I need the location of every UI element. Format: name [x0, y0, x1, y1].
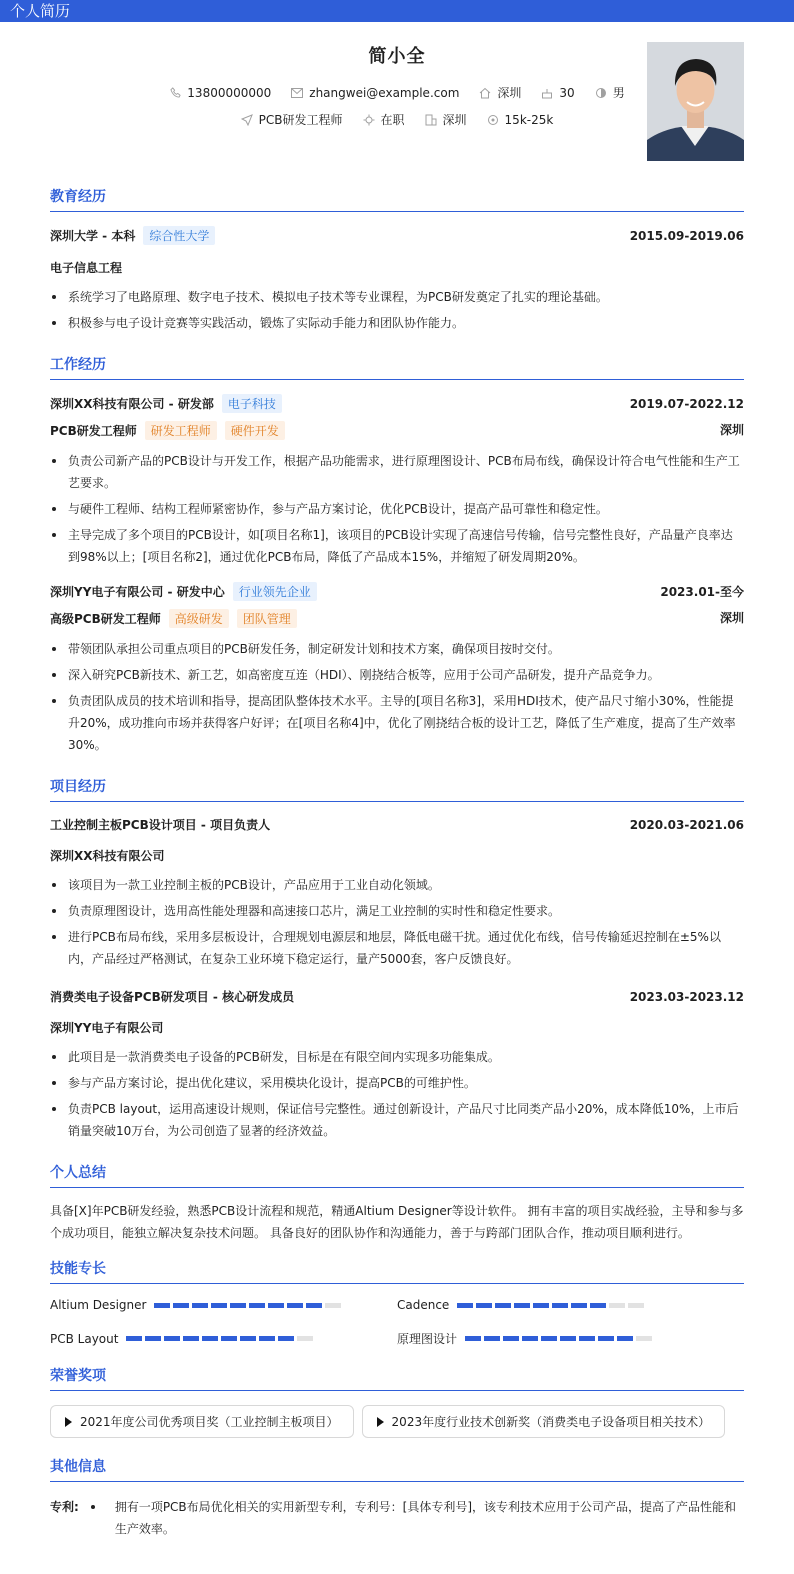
company-name: 深圳XX科技有限公司 - 研发部: [50, 397, 214, 411]
project-bullets: [50, 1046, 744, 1142]
skill-segment-filled: [240, 1336, 256, 1341]
salary-text: 15k-25k: [504, 112, 554, 127]
project-date: 2020.03-2021.06: [629, 817, 744, 832]
company-tag: 行业领先企业: [233, 582, 317, 601]
skill-segment-filled: [476, 1303, 492, 1308]
skill-segment-filled: [164, 1336, 180, 1341]
education-section-title: 教育经历: [50, 186, 744, 212]
education-bullets: [50, 286, 744, 334]
project-entry-header: [50, 988, 744, 1005]
other-info: [50, 1496, 744, 1540]
skill-segment-filled: [145, 1336, 161, 1341]
skill-item: [397, 1330, 744, 1347]
skill-segment-filled: [230, 1303, 246, 1308]
skill-item: [50, 1298, 397, 1312]
company-tag: 电子科技: [222, 394, 282, 413]
role-row: [50, 421, 744, 440]
skill-segment-filled: [560, 1336, 576, 1341]
work-entry-header: [50, 394, 744, 413]
honors-section-title: 荣誉奖项: [50, 1365, 744, 1391]
city-item: [479, 84, 521, 101]
projects-section-title: 项目经历: [50, 776, 744, 802]
skill-segment-filled: [202, 1336, 218, 1341]
gender-icon: [595, 87, 607, 99]
list-item: 负责团队成员的技术培训和指导，提高团队整体技术水平。主导的[项目名称3]，采用HDI技术，使产品尺寸缩小30%，性能提升20%，成功推向市场并获得客户好评；在[项目名称4]中，优化了刚挠结合板的设计工艺，降低了生产难度，提高了生产效率30%。: [50, 690, 744, 756]
skill-segment-filled: [617, 1336, 633, 1341]
role-tag: 研发工程师: [145, 421, 217, 440]
list-item: 进行PCB布局布线，采用多层板设计，合理规划电源层和地层，降低电磁干扰。通过优化布线，信号传输延迟控制在±5%以内，产品经过严格测试，在复杂工业环境下稳定运行，量产5000套，客户反馈良好。: [50, 926, 744, 970]
skill-segment-filled: [579, 1336, 595, 1341]
skill-segment-filled: [173, 1303, 189, 1308]
contact-row: [50, 84, 744, 101]
list-item: 与硬件工程师、结构工程师紧密协作，参与产品方案讨论，优化PCB设计，提高产品可靠性和稳定性。: [50, 498, 744, 520]
list-item: 负责PCB layout，运用高速设计规则，保证信号完整性。通过创新设计，产品尺寸比同类产品小20%，成本降低10%，上市后销量突破10万台，为公司创造了显著的经济效益。: [50, 1098, 744, 1142]
gender-text: 男: [612, 86, 625, 100]
project-company: 深圳XX科技有限公司: [50, 849, 165, 863]
role-title: 高级PCB研发工程师: [50, 612, 161, 626]
job-intent-row: [50, 111, 744, 128]
list-item: 积极参与电子设计竞赛等实践活动，锻炼了实际动手能力和团队协作能力。: [50, 312, 744, 334]
status-icon: [363, 114, 375, 126]
document-title-bar: [0, 0, 794, 22]
skill-segment-filled: [571, 1303, 587, 1308]
award-item[interactable]: [50, 1405, 354, 1438]
skill-level-bar: [465, 1336, 655, 1341]
target-position-text: PCB研发工程师: [258, 113, 343, 127]
patent-list: [79, 1496, 744, 1540]
skill-segment-filled: [126, 1336, 142, 1341]
education-entry-header: [50, 226, 744, 245]
skill-segment-empty: [297, 1336, 313, 1341]
company-name: 深圳YY电子有限公司 - 研发中心: [50, 585, 225, 599]
skill-segment-filled: [154, 1303, 170, 1308]
skill-segment-filled: [514, 1303, 530, 1308]
phone-item: [169, 86, 271, 100]
project-bullets: [50, 874, 744, 970]
send-icon: [241, 114, 253, 126]
skill-segment-filled: [484, 1336, 500, 1341]
work-location: 深圳: [719, 423, 744, 437]
major-row: [50, 259, 744, 276]
skill-segment-filled: [533, 1303, 549, 1308]
skill-segment-filled: [495, 1303, 511, 1308]
candidate-name: 简小全: [368, 46, 426, 67]
work-location: 深圳: [719, 611, 744, 625]
skill-item: [397, 1298, 744, 1312]
age-item: [541, 86, 574, 100]
award-label: 2023年度行业技术创新奖（消费类电子设备项目相关技术）: [391, 1415, 711, 1429]
skill-segment-filled: [552, 1303, 568, 1308]
profile-header: [50, 22, 744, 180]
list-item: 深入研究PCB新技术、新工艺，如高密度互连（HDI）、刚挠结合板等，应用于公司产品研发，提升产品竞争力。: [50, 664, 744, 686]
skills-section-title: 技能专长: [50, 1258, 744, 1284]
email-text: zhangwei@example.com: [309, 85, 460, 100]
skill-segment-filled: [221, 1336, 237, 1341]
salary-icon: [487, 114, 499, 126]
phone-icon: [169, 87, 181, 99]
target-city-text: 深圳: [442, 113, 467, 127]
resume-page: [0, 22, 794, 1540]
job-status-item: [363, 111, 405, 128]
project-date: 2023.03-2023.12: [629, 989, 744, 1004]
skill-segment-filled: [590, 1303, 606, 1308]
role-title: PCB研发工程师: [50, 424, 137, 438]
role-tag: 团队管理: [237, 609, 297, 628]
list-item: 拥有一项PCB布局优化相关的实用新型专利，专利号：[具体专利号]，该专利技术应用于公司产品，提高了产品性能和生产效率。: [79, 1496, 744, 1540]
building-icon: [425, 114, 437, 126]
project-company-row: [50, 847, 744, 864]
target-position-item: [241, 111, 343, 128]
skill-segment-filled: [268, 1303, 284, 1308]
city-text: 深圳: [497, 86, 522, 100]
summary-text: 具备[X]年PCB研发经验，熟悉PCB设计流程和规范，精通Altium Designer等设计软件。 拥有丰富的项目实战经验，主导和参与多个成功项目，能独立解决复杂技术问题。 具备良好的团队协作和沟通能力，善于与跨部门团队合作，推动项目顺利进行。: [50, 1204, 744, 1240]
list-item: 参与产品方案讨论，提出优化建议，采用模块化设计，提高PCB的可维护性。: [50, 1072, 744, 1094]
list-item: 主导完成了多个项目的PCB设计，如[项目名称1]，该项目的PCB设计实现了高速信号传输，信号完整性良好，产品量产良率达到98%以上；[项目名称2]，通过优化PCB布局，降低了产品成本15%，并缩短了研发周期20%。: [50, 524, 744, 568]
skill-level-bar: [126, 1336, 316, 1341]
skill-segment-empty: [609, 1303, 625, 1308]
skill-segment-filled: [211, 1303, 227, 1308]
skill-segment-empty: [628, 1303, 644, 1308]
home-icon: [479, 87, 491, 99]
skill-segment-empty: [636, 1336, 652, 1341]
major-name: 电子信息工程: [50, 261, 123, 275]
list-item: 此项目是一款消费类电子设备的PCB研发，目标是在有限空间内实现多功能集成。: [50, 1046, 744, 1068]
skills-grid: [50, 1298, 744, 1347]
list-item: 带领团队承担公司重点项目的PCB研发任务，制定研发计划和技术方案，确保项目按时交付。: [50, 638, 744, 660]
list-item: 负责公司新产品的PCB设计与开发工作，根据产品功能需求，进行原理图设计、PCB布局布线，确保设计符合电气性能和生产工艺要求。: [50, 450, 744, 494]
skill-segment-filled: [259, 1336, 275, 1341]
skill-item: [50, 1330, 397, 1347]
other-section-title: 其他信息: [50, 1456, 744, 1482]
role-tag: 高级研发: [169, 609, 229, 628]
skill-segment-filled: [278, 1336, 294, 1341]
skill-name: PCB Layout: [50, 1331, 119, 1346]
skill-segment-filled: [306, 1303, 322, 1308]
project-title: 消费类电子设备PCB研发项目 - 核心研发成员: [50, 990, 295, 1004]
project-title: 工业控制主板PCB设计项目 - 项目负责人: [50, 818, 271, 832]
salary-item: [487, 113, 554, 127]
job-status-text: 在职: [380, 113, 405, 127]
role-tag: 硬件开发: [225, 421, 285, 440]
skill-name: Cadence: [397, 1298, 450, 1312]
gender-item: [595, 84, 625, 101]
patent-label: 专利:: [50, 1500, 79, 1514]
awards-list: [50, 1405, 744, 1438]
play-triangle-icon: [65, 1417, 72, 1427]
skill-level-bar: [457, 1303, 647, 1308]
project-company-row: [50, 1019, 744, 1036]
age-text: 30: [559, 85, 575, 100]
mail-icon: [291, 87, 303, 99]
play-triangle-icon: [377, 1417, 384, 1427]
work-bullets: [50, 450, 744, 568]
skill-segment-filled: [541, 1336, 557, 1341]
work-date: 2023.01-至今: [660, 585, 744, 599]
skill-segment-filled: [249, 1303, 265, 1308]
award-label: 2021年度公司优秀项目奖（工业控制主板项目）: [80, 1415, 339, 1429]
list-item: 该项目为一款工业控制主板的PCB设计，产品应用于工业自动化领域。: [50, 874, 744, 896]
age-icon: [541, 87, 553, 99]
school-tag: 综合性大学: [143, 226, 215, 245]
skill-segment-filled: [192, 1303, 208, 1308]
list-item: 系统学习了电路原理、数字电子技术、模拟电子技术等专业课程，为PCB研发奠定了扎实的理论基础。: [50, 286, 744, 308]
skill-segment-filled: [503, 1336, 519, 1341]
project-company: 深圳YY电子有限公司: [50, 1021, 164, 1035]
skill-segment-filled: [465, 1336, 481, 1341]
skill-name: Altium Designer: [50, 1298, 147, 1312]
list-item: 负责原理图设计，选用高性能处理器和高速接口芯片，满足工业控制的实时性和稳定性要求。: [50, 900, 744, 922]
skill-segment-filled: [598, 1336, 614, 1341]
summary-section-title: 个人总结: [50, 1162, 744, 1188]
skill-segment-filled: [287, 1303, 303, 1308]
skill-segment-empty: [325, 1303, 341, 1308]
skill-segment-filled: [457, 1303, 473, 1308]
project-entry-header: [50, 816, 744, 833]
email-item: [291, 86, 459, 100]
work-date: 2019.07-2022.12: [629, 396, 744, 411]
skill-segment-filled: [183, 1336, 199, 1341]
phone-text: 13800000000: [187, 85, 272, 100]
school-name: 深圳大学 - 本科: [50, 229, 136, 243]
education-date: 2015.09-2019.06: [629, 228, 744, 243]
work-entry-header: [50, 582, 744, 601]
skill-name: 原理图设计: [397, 1332, 458, 1346]
skill-segment-filled: [522, 1336, 538, 1341]
role-row: [50, 609, 744, 628]
document-title: 个人简历: [10, 2, 71, 20]
skill-level-bar: [154, 1303, 344, 1308]
award-item[interactable]: [362, 1405, 726, 1438]
work-bullets: [50, 638, 744, 756]
profile-photo: [647, 42, 744, 161]
work-section-title: 工作经历: [50, 354, 744, 380]
target-city-item: [425, 111, 467, 128]
